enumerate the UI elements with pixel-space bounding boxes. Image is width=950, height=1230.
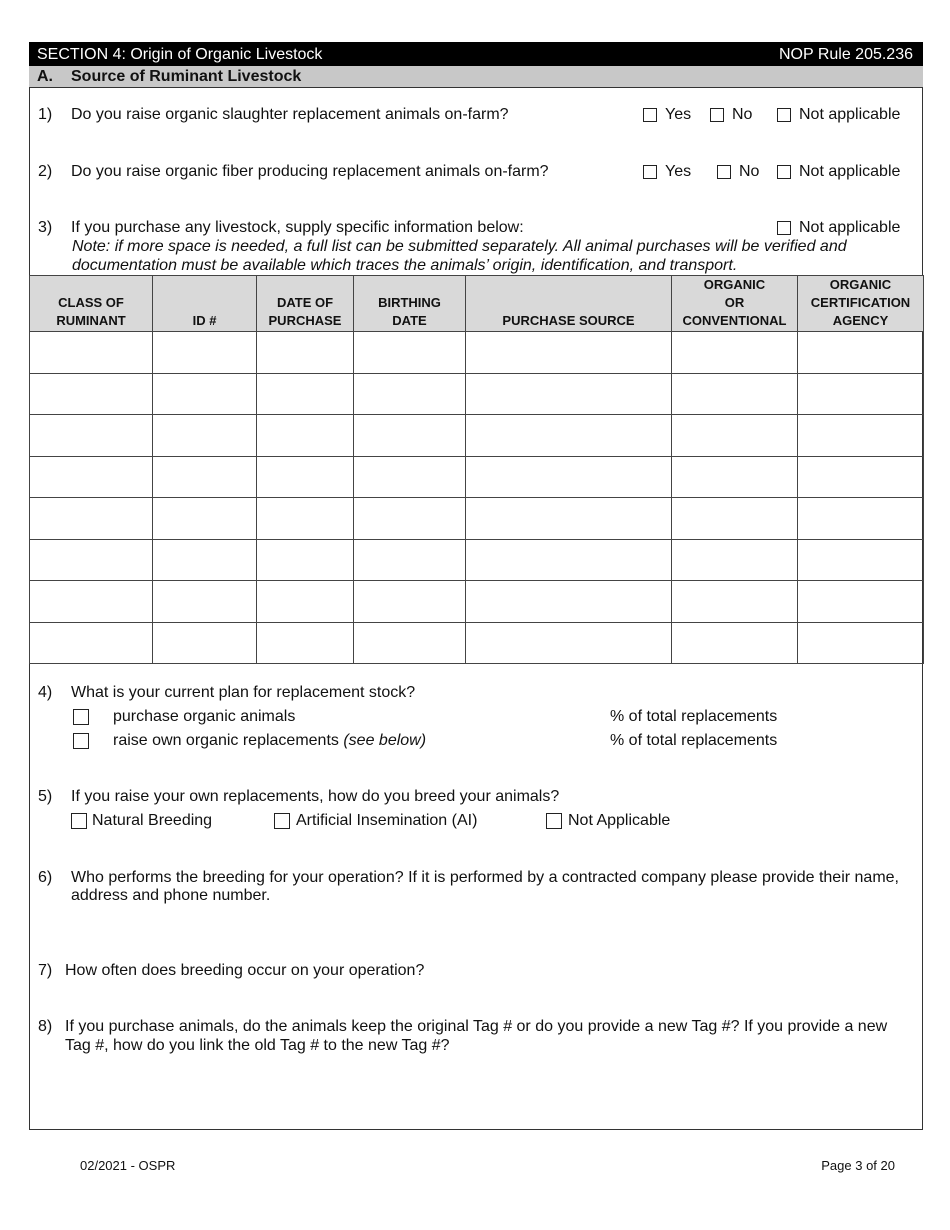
q2-no-label: No bbox=[739, 163, 760, 180]
table-header-row bbox=[30, 276, 924, 332]
table-row bbox=[30, 456, 924, 498]
q3-note-line1: Note: if more space is needed, a full list can be submitted separately. All animal purchases will be verified and bbox=[72, 238, 847, 255]
q2-text: Do you raise organic fiber producing replacement animals on-farm? bbox=[71, 163, 549, 180]
table-cell-input[interactable] bbox=[798, 373, 924, 415]
q8-text-line2: Tag #, how do you link the old Tag # to the new Tag #? bbox=[65, 1037, 450, 1054]
footer-date: 02/2021 - OSPR bbox=[80, 1158, 176, 1173]
q7-number: 7) bbox=[38, 962, 53, 979]
subsection-title: Source of Ruminant Livestock bbox=[71, 68, 302, 85]
q2-number: 2) bbox=[38, 163, 53, 180]
q2-na-label: Not applicable bbox=[799, 163, 901, 180]
q3-note-line2: documentation must be available which traces the animals’ origin, identification, and transport. bbox=[72, 257, 738, 274]
table-cell-input[interactable] bbox=[153, 456, 257, 498]
table-cell-input[interactable] bbox=[354, 539, 466, 581]
table-cell-input[interactable] bbox=[153, 373, 257, 415]
table-cell-input[interactable] bbox=[257, 539, 354, 581]
table-cell-input[interactable] bbox=[153, 332, 257, 374]
table-cell-input[interactable] bbox=[257, 581, 354, 623]
table-cell-input[interactable] bbox=[354, 622, 466, 664]
q5-text: If you raise your own replacements, how do you breed your animals? bbox=[71, 788, 560, 805]
q4-number: 4) bbox=[38, 684, 53, 701]
table-cell-input[interactable] bbox=[798, 539, 924, 581]
table-cell-input[interactable] bbox=[798, 456, 924, 498]
header-birthing-date: BIRTHING DATE bbox=[354, 276, 466, 332]
table-cell-input[interactable] bbox=[257, 332, 354, 374]
table-cell-input[interactable] bbox=[354, 373, 466, 415]
table-cell-input[interactable] bbox=[466, 456, 672, 498]
q2-na-checkbox[interactable] bbox=[777, 165, 791, 179]
q4-text: What is your current plan for replacement stock? bbox=[71, 684, 416, 701]
q1-text: Do you raise organic slaughter replacement animals on-farm? bbox=[71, 106, 509, 123]
table-cell-input[interactable] bbox=[30, 332, 153, 374]
table-row bbox=[30, 539, 924, 581]
q5-na-checkbox[interactable] bbox=[546, 813, 562, 829]
table-cell-input[interactable] bbox=[153, 539, 257, 581]
table-cell-input[interactable] bbox=[672, 622, 798, 664]
table-cell-input[interactable] bbox=[798, 622, 924, 664]
q2-yes-label: Yes bbox=[665, 163, 692, 180]
table-cell-input[interactable] bbox=[466, 622, 672, 664]
table-cell-input[interactable] bbox=[257, 622, 354, 664]
q5-na-label: Not Applicable bbox=[568, 812, 671, 829]
table-cell-input[interactable] bbox=[672, 498, 798, 540]
q3-text: If you purchase any livestock, supply specific information below: bbox=[71, 219, 524, 236]
table-cell-input[interactable] bbox=[153, 415, 257, 457]
table-cell-input[interactable] bbox=[354, 456, 466, 498]
table-row bbox=[30, 373, 924, 415]
q1-na-label: Not applicable bbox=[799, 106, 901, 123]
table-cell-input[interactable] bbox=[672, 373, 798, 415]
table-cell-input[interactable] bbox=[672, 539, 798, 581]
q1-no-checkbox[interactable] bbox=[710, 108, 724, 122]
table-cell-input[interactable] bbox=[798, 498, 924, 540]
q8-text-line1: If you purchase animals, do the animals keep the original Tag # or do you provide a new Tag #? If you provide a new bbox=[65, 1018, 888, 1035]
q5-number: 5) bbox=[38, 788, 53, 805]
q5-ai-checkbox[interactable] bbox=[274, 813, 290, 829]
footer-page-number: Page 3 of 20 bbox=[821, 1158, 895, 1173]
table-cell-input[interactable] bbox=[257, 498, 354, 540]
table-cell-input[interactable] bbox=[257, 373, 354, 415]
table-row bbox=[30, 581, 924, 623]
table-cell-input[interactable] bbox=[30, 539, 153, 581]
q1-yes-label: Yes bbox=[665, 106, 692, 123]
q2-no-checkbox[interactable] bbox=[717, 165, 731, 179]
q4-pct-label-1: % of total replacements bbox=[610, 708, 778, 725]
table-cell-input[interactable] bbox=[798, 415, 924, 457]
header-certification-agency: ORGANIC CERTIFICATION AGENCY bbox=[798, 276, 924, 332]
q3-na-checkbox[interactable] bbox=[777, 221, 791, 235]
table-cell-input[interactable] bbox=[354, 498, 466, 540]
table-cell-input[interactable] bbox=[466, 539, 672, 581]
table-cell-input[interactable] bbox=[354, 581, 466, 623]
header-class-of-ruminant: CLASS OF RUMINANT bbox=[30, 276, 153, 332]
q7-text: How often does breeding occur on your operation? bbox=[65, 962, 425, 979]
q4-pct-label-2: % of total replacements bbox=[610, 732, 778, 749]
section-title: SECTION 4: Origin of Organic Livestock bbox=[37, 46, 323, 63]
subsection-header bbox=[29, 66, 923, 88]
table-cell-input[interactable] bbox=[466, 581, 672, 623]
q5-ai-label: Artificial Insemination (AI) bbox=[296, 812, 478, 829]
q6-text-line2: address and phone number. bbox=[71, 887, 271, 904]
q1-yes-checkbox[interactable] bbox=[643, 108, 657, 122]
q2-yes-checkbox[interactable] bbox=[643, 165, 657, 179]
header-purchase-source: PURCHASE SOURCE bbox=[466, 276, 672, 332]
livestock-purchase-table bbox=[29, 275, 924, 664]
table-cell-input[interactable] bbox=[672, 456, 798, 498]
subsection-letter: A. bbox=[37, 68, 53, 85]
table-cell-input[interactable] bbox=[354, 332, 466, 374]
table-cell-input[interactable] bbox=[257, 456, 354, 498]
header-organic-or-conventional: ORGANIC OR CONVENTIONAL bbox=[672, 276, 798, 332]
section-rule: NOP Rule 205.236 bbox=[778, 46, 913, 63]
table-cell-input[interactable] bbox=[466, 498, 672, 540]
table-cell-input[interactable] bbox=[30, 622, 153, 664]
q4-raise-label: raise own organic replacements (see below) bbox=[113, 732, 427, 749]
q1-no-label: No bbox=[732, 106, 753, 123]
q4-purchase-checkbox[interactable] bbox=[73, 709, 89, 725]
table-cell-input[interactable] bbox=[30, 415, 153, 457]
q5-natural-checkbox[interactable] bbox=[71, 813, 87, 829]
table-cell-input[interactable] bbox=[672, 332, 798, 374]
table-row bbox=[30, 498, 924, 540]
table-cell-input[interactable] bbox=[30, 373, 153, 415]
table-cell-input[interactable] bbox=[30, 581, 153, 623]
table-cell-input[interactable] bbox=[153, 622, 257, 664]
header-id: ID # bbox=[153, 276, 257, 332]
table-cell-input[interactable] bbox=[466, 415, 672, 457]
q1-na-checkbox[interactable] bbox=[777, 108, 791, 122]
q1-number: 1) bbox=[38, 106, 53, 123]
q3-na-label: Not applicable bbox=[799, 219, 901, 236]
table-cell-input[interactable] bbox=[672, 581, 798, 623]
table-row bbox=[30, 332, 924, 374]
table-cell-input[interactable] bbox=[466, 373, 672, 415]
table-row bbox=[30, 415, 924, 457]
table-cell-input[interactable] bbox=[672, 415, 798, 457]
q5-natural-label: Natural Breeding bbox=[92, 812, 213, 829]
table-cell-input[interactable] bbox=[257, 415, 354, 457]
table-cell-input[interactable] bbox=[30, 456, 153, 498]
table-cell-input[interactable] bbox=[30, 498, 153, 540]
table-cell-input[interactable] bbox=[153, 498, 257, 540]
q4-purchase-label: purchase organic animals bbox=[113, 708, 296, 725]
q6-text-line1: Who performs the breeding for your operation? If it is performed by a contracted company please provide their name, bbox=[71, 869, 899, 886]
table-cell-input[interactable] bbox=[798, 581, 924, 623]
table-row bbox=[30, 622, 924, 664]
table-cell-input[interactable] bbox=[466, 332, 672, 374]
q8-number: 8) bbox=[38, 1018, 53, 1035]
table-cell-input[interactable] bbox=[153, 581, 257, 623]
q3-number: 3) bbox=[38, 219, 53, 236]
q4-raise-checkbox[interactable] bbox=[73, 733, 89, 749]
q6-number: 6) bbox=[38, 869, 53, 886]
table-cell-input[interactable] bbox=[354, 415, 466, 457]
header-date-of-purchase: DATE OF PURCHASE bbox=[257, 276, 354, 332]
table-cell-input[interactable] bbox=[798, 332, 924, 374]
section-header bbox=[29, 42, 923, 66]
